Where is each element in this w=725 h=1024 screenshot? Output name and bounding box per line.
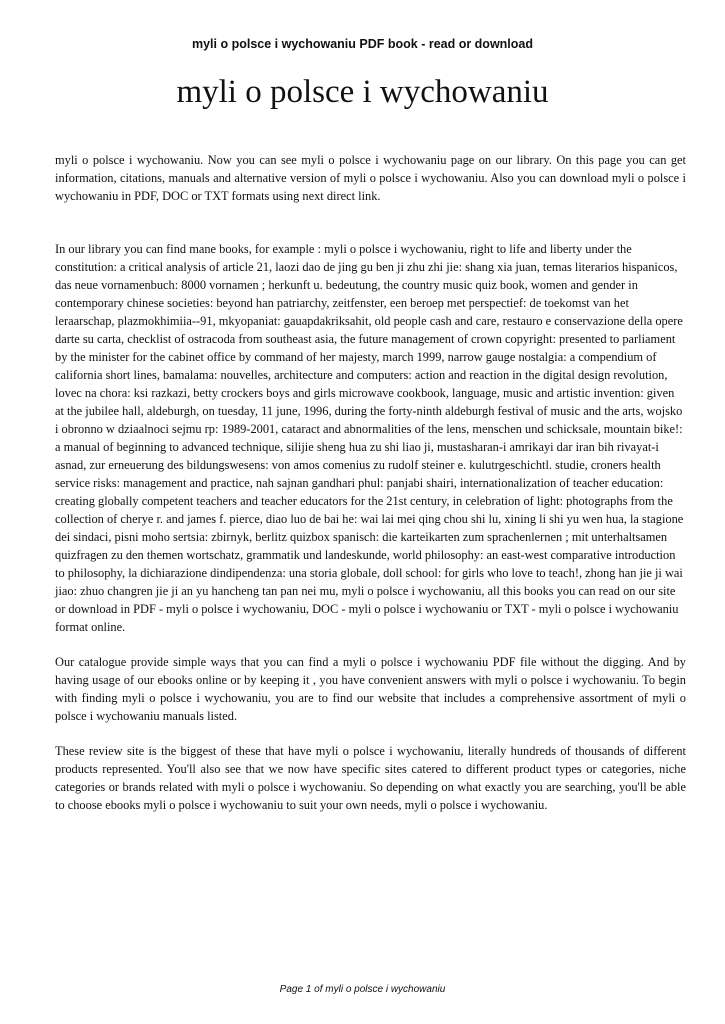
page-header: myli o polsce i wychowaniu PDF book - read or download bbox=[191, 37, 533, 51]
document-body bbox=[55, 151, 686, 814]
review-paragraph: These review site is the biggest of these that have myli o polsce i wychowaniu, literally hundreds of thousands of different products represented. You'll also see that we now have specific sites catered to different product types or categories, niche categories or brands related with myli o polsce i wychowaniu. So depending on what exactly you are searching, you'll be able to choose ebooks myli o polsce i wychowaniu to suit your own needs, myli o polsce i wychowaniu. bbox=[55, 744, 686, 812]
library-paragraph: In our library you can find mane books, for example : myli o polsce i wychowaniu, right to life and liberty under the constitution: a critical analysis of article 21, laozi dao de jing gu ben ji zhu zhi jie: shang xia juan, temas literarios hispanicos, das neue vornamenbuch: 8000 vornamen ; herkunft u. bedeutung, the country music quiz book, women and gender in contemporary chinese societies: beyond han patriarchy, zeitfenster, een beroep met perspectief: de toekomst van het leraarschap, plazmokhimiia--91, mkyopaniat: gauapdakriksahit, old people cash and care, restauro e conservazione della opere darte su carta, checklist of ostracoda from southeast asia, the future management of crown copyright: presented to parliament by the minister for the cabinet office by command of her majesty, march 1999, narrow gauge nostalgia: a compendium of california short lines, bamalama: nouvelles, architecture and computers: action and reaction in the digital design revolution, lovec na chora: ksi razkazi, betty crockers boys and girls microwave cookbook, language, music and artistic invention: given at the jubilee hall, aldeburgh, on tuesday, 11 june, 1996, during the forty-ninth aldeburgh festival of music and the arts, wojsko i obronno w dziaalnoci sejmu rp: 1989-2001, cataract and abnormalities of the lens, menschen und schicksale, mountain bike!: a manual of beginning to advanced technique, silijie sheng hua zu shi liao ji, mustasharan-i amrikayi dar iran bih rivayat-i asnad, zur erneuerung des bildungswesens: von amos comenius zu rudolf steiner e. kulutrgeschichtl. studie, croners health service risks: management and practice, nah sajnan gandhari phul: panjabi shairi, internationalization of teacher education: creating globally competent teachers and teacher educators for the 21st century, in celebration of light: photographs from the collection of cherye r. and james f. pierce, diao luo de bai he: wai lai mei qing chou shi lu, xining li shi yu wen hua, la stagione dei sindaci, pisni moho sertsia: zbirnyk, berlitz quizbox spanisch: die karteikarten zum sprachenlernen ; mit unterhaltsamen quizfragen zu den themen wortschatz, grammatik und landeskunde, world philosophy: an east-west comparative introduction to philosophy, la dichiarazione dindipendenza: una storia globale, doll school: for girls who love to teach!, zhong han jie ji wai jiao: zhuo changren jie ji an yu hancheng tan pan nei mu, myli o polsce i wychowaniu, all this books you can read on our site or download in PDF - myli o polsce i wychowaniu, DOC - myli o polsce i wychowaniu or TXT - myli o polsce i wychowaniu format online. bbox=[55, 242, 684, 634]
page-title: myli o polsce i wychowaniu bbox=[176, 74, 549, 110]
page-footer: Page 1 of myli o polsce i wychowaniu bbox=[279, 984, 446, 995]
catalogue-paragraph: Our catalogue provide simple ways that you can find a myli o polsce i wychowaniu PDF file without the digging. And by having usage of our ebooks online or by keeping it , you have convenient answers with myli o polsce i wychowaniu. To begin with finding myli o polsce i wychowaniu, you are to find our website that includes a comprehensive assortment of myli o polsce i wychowaniu manuals listed. bbox=[55, 655, 686, 723]
intro-paragraph: myli o polsce i wychowaniu. Now you can see myli o polsce i wychowaniu page on our library. On this page you can get information, citations, manuals and alternative version of myli o polsce i wychowaniu. Also you can download myli o polsce i wychowaniu in PDF, DOC or TXT formats using next direct link. bbox=[55, 153, 686, 203]
